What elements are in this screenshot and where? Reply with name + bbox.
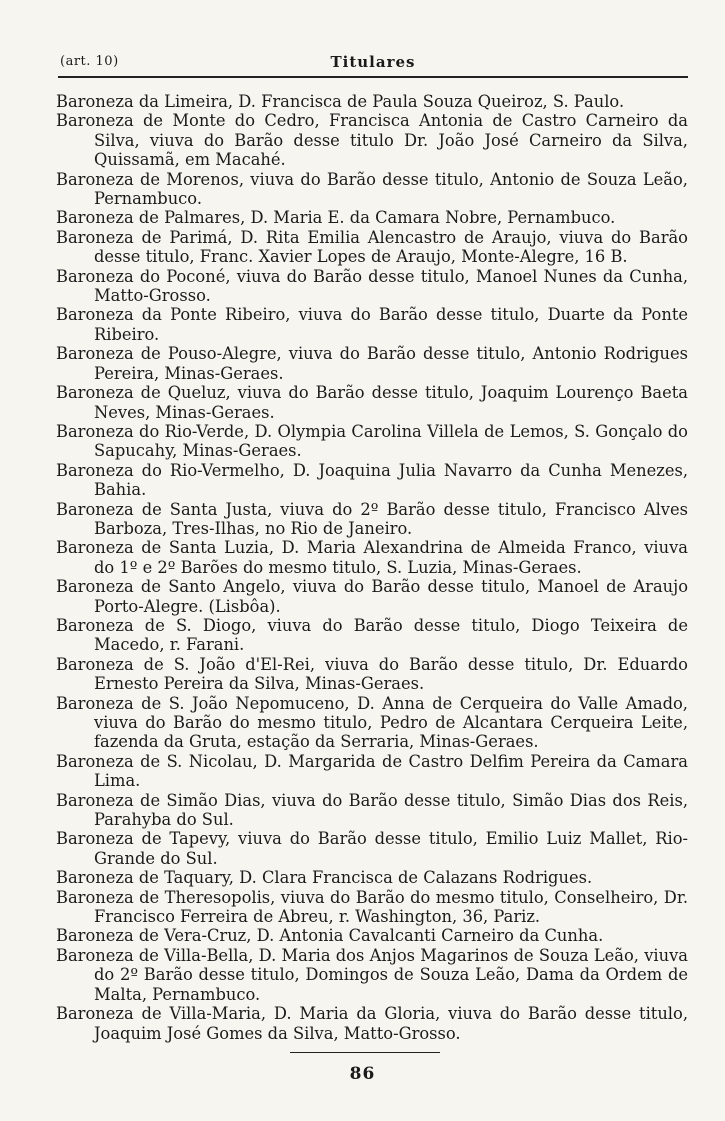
list-item: Baroneza de Palmares, D. Maria E. da Camara Nobre, Pernambuco. bbox=[56, 208, 616, 228]
section-reference: (art. 10) bbox=[60, 54, 119, 69]
list-item: Baroneza de Santo Angelo, viuva do Barão desse titulo, Manoel de Araujo Porto-Alegre. (Lisbôa). bbox=[56, 577, 688, 616]
list-item: Baroneza de Santa Justa, viuva do 2º Barão desse titulo, Francisco Alves Barboza, Tres-Ilhas, no Rio de Janeiro. bbox=[56, 499, 688, 538]
entry-list bbox=[56, 92, 688, 1043]
list-item: Baroneza da Ponte Ribeiro, viuva do Barão desse titulo, Duarte da Ponte Ribeiro. bbox=[56, 305, 688, 344]
list-item: Baroneza de S. João d'El-Rei, viuva do Barão desse titulo, Dr. Eduardo Ernesto Pereira da Silva, Minas-Geraes. bbox=[56, 654, 688, 694]
running-header bbox=[58, 52, 688, 78]
list-item: Baroneza de Parimá, D. Rita Emilia Alencastro de Araujo, viuva do Barão desse titulo, Franc. Xavier Lopes de Araujo, Monte-Alegre, 16 B. bbox=[56, 227, 688, 267]
footer-divider bbox=[290, 1052, 440, 1053]
list-item: Baroneza do Rio-Vermelho, D. Joaquina Julia Navarro da Cunha Menezes, Bahia. bbox=[56, 460, 688, 500]
list-item: Baroneza do Poconé, viuva do Barão desse titulo, Manoel Nunes da Cunha, Matto-Grosso. bbox=[56, 266, 688, 306]
list-item: Baroneza de Tapevy, viuva do Barão desse titulo, Emilio Luiz Mallet, Rio-Grande do Sul. bbox=[56, 829, 688, 868]
list-item: Baroneza do Rio-Verde, D. Olympia Carolina Villela de Lemos, S. Gonçalo do Sapucahy, Minas-Geraes. bbox=[56, 421, 688, 461]
list-item: Baroneza de Monte do Cedro, Francisca Antonia de Castro Carneiro da Silva, viuva do Barão desse titulo Dr. João José Carneiro da Silva, Quissamã, em Macahé. bbox=[56, 111, 688, 170]
list-item: Baroneza de S. João Nepomuceno, D. Anna de Cerqueira do Valle Amado, viuva do Barão do mesmo titulo, Pedro de Alcantara Cerqueira Leite, fazenda da Gruta, estação da Serraria, Minas-Geraes. bbox=[56, 693, 688, 752]
list-item: Baroneza de S. Nicolau, D. Margarida de Castro Delfim Pereira da Camara Lima. bbox=[56, 751, 688, 791]
list-item: Baroneza de Simão Dias, viuva do Barão desse titulo, Simão Dias dos Reis, Parahyba do Sul. bbox=[56, 790, 688, 830]
page-heading: Titulares bbox=[330, 53, 416, 71]
list-item: Baroneza de Villa-Maria, D. Maria da Gloria, viuva do Barão desse titulo, Joaquim José Gomes da Silva, Matto-Grosso. bbox=[56, 1004, 688, 1043]
list-item: Baroneza de Vera-Cruz, D. Antonia Cavalcanti Carneiro da Cunha. bbox=[56, 926, 604, 946]
list-item: Baroneza de Morenos, viuva do Barão desse titulo, Antonio de Souza Leão, Pernambuco. bbox=[56, 169, 688, 209]
list-item: Baroneza da Limeira, D. Francisca de Paula Souza Queiroz, S. Paulo. bbox=[56, 92, 625, 111]
list-item: Baroneza de Pouso-Alegre, viuva do Barão desse titulo, Antonio Rodrigues Pereira, Minas-Geraes. bbox=[56, 344, 688, 383]
list-item: Baroneza de Santa Luzia, D. Maria Alexandrina de Almeida Franco, viuva do 1º e 2º Barões do mesmo titulo, S. Luzia, Minas-Geraes. bbox=[56, 538, 688, 577]
list-item: Baroneza de Theresopolis, viuva do Barão do mesmo titulo, Conselheiro, Dr. Francisco Ferreira de Abreu, r. Washington, 36, Pariz. bbox=[56, 887, 688, 927]
list-item: Baroneza de S. Diogo, viuva do Barão desse titulo, Diogo Teixeira de Macedo, r. Farani. bbox=[56, 615, 688, 655]
page-number: 86 bbox=[349, 1064, 376, 1084]
list-item: Baroneza de Villa-Bella, D. Maria dos Anjos Magarinos de Souza Leão, viuva do 2º Barão desse titulo, Domingos de Souza Leão, Dama da Ordem de Malta, Pernambuco. bbox=[56, 945, 688, 1004]
list-item: Baroneza de Queluz, viuva do Barão desse titulo, Joaquim Lourenço Baeta Neves, Minas-Geraes. bbox=[56, 383, 688, 422]
list-item: Baroneza de Taquary, D. Clara Francisca de Calazans Rodrigues. bbox=[56, 868, 593, 888]
